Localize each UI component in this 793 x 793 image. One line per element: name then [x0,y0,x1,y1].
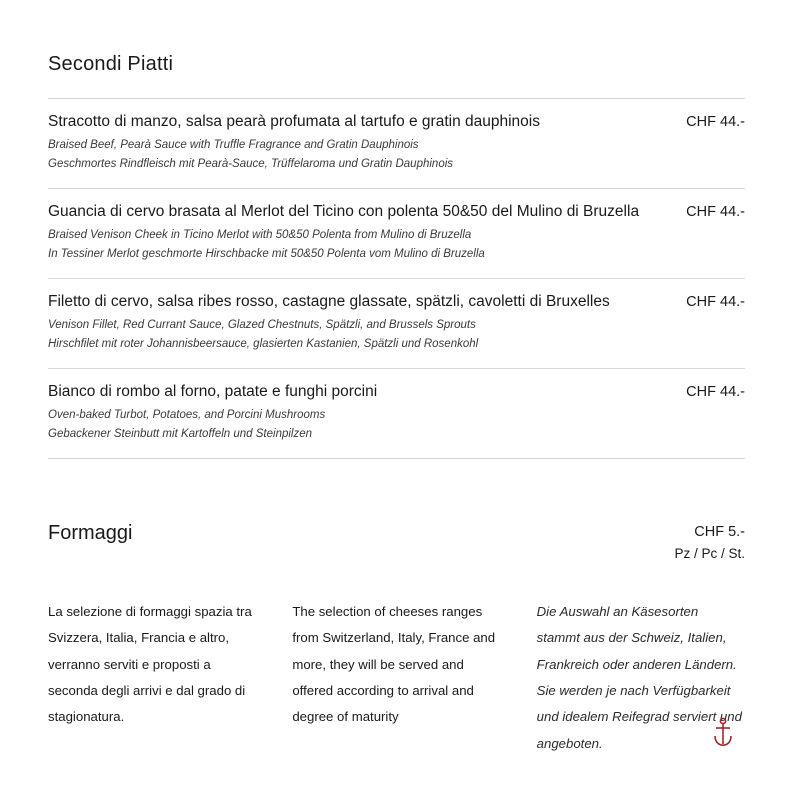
anchor-logo-icon [711,717,735,747]
cheese-price-block [674,521,745,564]
menu-item [48,99,745,189]
menu-item-description-de: Hirschfilet mit roter Johannisbeersauce, glasierten Kastanien, Spätzli und Rosenkohl [48,338,479,351]
menu-item-description-en: Braised Venison Cheek in Ticino Merlot with 50&50 Polenta from Mulino di Bruzella [48,229,472,242]
cheese-descriptions [48,599,745,757]
menu-item [48,279,745,369]
menu-item-price: CHF 44.- [686,114,745,130]
menu-item-description-de: Gebackener Steinbutt mit Kartoffeln und Steinpilzen [48,428,313,441]
menu-item-name: Stracotto di manzo, salsa pearà profumata al tartufo e gratin dauphinois [48,113,540,130]
menu-item [48,189,745,279]
menu-item-name: Bianco di rombo al forno, patate e funghi porcini [48,383,378,401]
cheese-section [48,521,745,757]
cheese-price: CHF 5.- [694,524,745,541]
menu-item-price: CHF 44.- [686,384,745,401]
menu-item-header [48,202,745,222]
menu-item [48,369,745,459]
menu-item-description-de: Geschmortes Rindfleisch mit Pearà-Sauce, Trüffelaroma und Gratin Dauphinois [48,158,454,171]
menu-item-price: CHF 44.- [686,204,745,221]
cheese-description-de: Die Auswahl an Käsesorten stammt aus der Schweiz, Italien, Frankreich oder anderen Ländern. Sie werden je nach Verfügbarkeit und idealem Reifegrad serviert und angeboten. [536,603,742,751]
menu-item-description-en: Oven-baked Turbot, Potatoes, and Porcini Mushrooms [48,409,326,422]
menu-item-name: Filetto di cervo, salsa ribes rosso, castagne glassate, spätzli, cavoletti di Bruxelles [48,293,610,311]
cheese-section-title: Formaggi [48,522,133,545]
menu-item-header [48,382,745,402]
cheese-section-header [48,521,745,564]
cheese-price-unit: Pz / Pc / St. [674,545,745,561]
cheese-description-en: The selection of cheeses ranges from Switzerland, Italy, France and more, they will be served and offered according to arrival and degree of maturity [292,603,496,725]
menu-item-header [48,292,745,312]
menu-item-description-en: Venison Fillet, Red Currant Sauce, Glazed Chestnuts, Spätzli, and Brussels Sprouts [48,319,476,332]
menu-item-description-en: Braised Beef, Pearà Sauce with Truffle Fragrance and Gratin Dauphinois [48,139,419,152]
menu-item-header [48,112,745,132]
cheese-description-it: La selezione di formaggi spazia tra Svizzera, Italia, Francia e altro, verranno serviti e proposti a seconda degli arrivi e dal grado di stagionatura. [48,603,252,725]
page-title: Secondi Piatti [48,53,174,75]
menu-item-price: CHF 44.- [686,294,745,311]
menu-item-name: Guancia di cervo brasata al Merlot del Ticino con polenta 50&50 del Mulino di Bruzella [48,203,640,221]
menu-item-description-de: In Tessiner Merlot geschmorte Hirschbacke mit 50&50 Polenta vom Mulino di Bruzella [48,248,485,261]
